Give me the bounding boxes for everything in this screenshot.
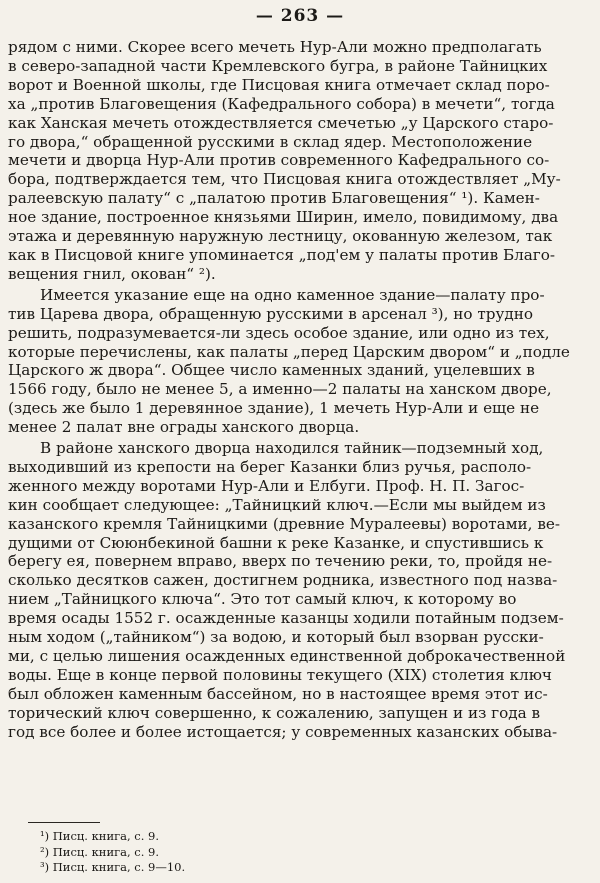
text-line: ми, с целью лишения осажденных единственной доброкачественной	[8, 647, 566, 665]
text-line: (здесь же было 1 деревянное здание), 1 мечеть Нур-Али и еще не	[8, 399, 540, 418]
text-line: го двора,“ обращенной русскими в склад ядер. Местоположение	[8, 132, 533, 151]
text-line: В районе ханского дворца находился тайник—подземный ход,	[40, 439, 544, 458]
text-line: в северо-западной части Кремлевского бугра, в районе Тайницких	[8, 56, 548, 75]
page-number: — 263 —	[255, 6, 345, 26]
paragraph-3	[8, 439, 584, 742]
text-line: 1566 году, было не менее 5, а именно—2 палаты на ханском дворе,	[8, 380, 552, 399]
body-text	[8, 38, 584, 742]
footnote-3: ³) Писц. книга, с. 9—10.	[40, 860, 186, 874]
text-line: сколько десятков сажен, достигнем родника, известного под назва-	[8, 571, 558, 590]
text-line: рядом с ними. Скорее всего мечеть Нур-Али можно предполагать	[8, 38, 542, 56]
text-line: менее 2 палат вне ограды ханского дворца.	[8, 418, 360, 437]
text-line: тив Царева двора, обращенную русскими в арсенал ³), но трудно	[8, 304, 534, 323]
footnote-divider	[28, 822, 100, 823]
text-line: ралеевскую палату“ с „палатою против Благовещения“ ¹). Камен-	[8, 189, 540, 208]
text-line: воды. Еще в конце первой половины текущего (XIX) столетия ключ	[8, 665, 552, 684]
text-line: дущими от Сююнбекиной башни к реке Казанке, и спустившись к	[8, 533, 544, 552]
text-line: вещения гнил, окован“ ²).	[8, 264, 216, 283]
text-line: как в Писцовой книге упоминается „под'ем у палаты против Благо-	[8, 245, 556, 264]
footnote-2: ²) Писц. книга, с. 9.	[40, 844, 160, 859]
text-line: был обложен каменным бассейном, но в настоящее время этот ис-	[8, 684, 548, 703]
text-line: как Ханская мечеть отождествляется смечетью „у Царского старо-	[8, 113, 554, 132]
paragraph-2	[8, 286, 584, 437]
paragraph-1	[8, 38, 584, 284]
text-line: выходивший из крепости на берег Казанки близ ручья, располо-	[8, 457, 532, 476]
text-line: ха „против Благовещения (Кафедрального собора) в мечети“, тогда	[8, 94, 555, 113]
text-line: которые перечислены, как палаты „перед Царским двором“ и „подле	[8, 342, 570, 361]
text-line: нием „Тайницкого ключа“. Это тот самый ключ, к которому во	[8, 590, 517, 609]
text-line: год все более и более истощается; у современных казанских обыва-	[8, 722, 558, 741]
text-line: ное здание, построенное князьями Ширин, имело, повидимому, два	[8, 208, 559, 227]
text-line: решить, подразумевается-ли здесь особое здание, или одно из тех,	[8, 323, 550, 342]
text-line: этажа и деревянную наружную лестницу, окованную железом, так	[8, 227, 553, 246]
text-line: женного между воротами Нур-Али и Елбуги. Проф. Н. П. Загос-	[8, 476, 525, 495]
footnote-1: ¹) Писц. книга, с. 9.	[40, 829, 160, 843]
text-line: кин сообщает следующее: „Тайницкий ключ.—Если мы выйдем из	[8, 495, 546, 514]
text-line: казанского кремля Тайницкими (древние Муралеевы) воротами, ве-	[8, 514, 561, 533]
text-line: берегу ея, повернем вправо, вверх по течению реки, то, пройдя не-	[8, 552, 553, 571]
text-line: Царского ж двора“. Общее число каменных зданий, уцелевших в	[8, 361, 535, 380]
text-line: ным ходом („тайником“) за водою, и который был взорван русски-	[8, 628, 544, 647]
text-line: мечети и дворца Нур-Али против современного Кафедрального со-	[8, 151, 550, 170]
text-line: ворот и Военной школы, где Писцовая книга отмечает склад поро-	[8, 75, 550, 94]
text-line: бора, подтверждается тем, что Писцовая книга отождествляет „Му-	[8, 170, 561, 189]
text-line: время осады 1552 г. осажденные казанцы ходили потайным подзем-	[8, 609, 564, 628]
text-line: Имеется указание еще на одно каменное здание—палату про-	[40, 285, 545, 304]
footnotes	[40, 829, 185, 876]
text-line: торический ключ совершенно, к сожалению, запущен и из года в	[8, 703, 541, 722]
